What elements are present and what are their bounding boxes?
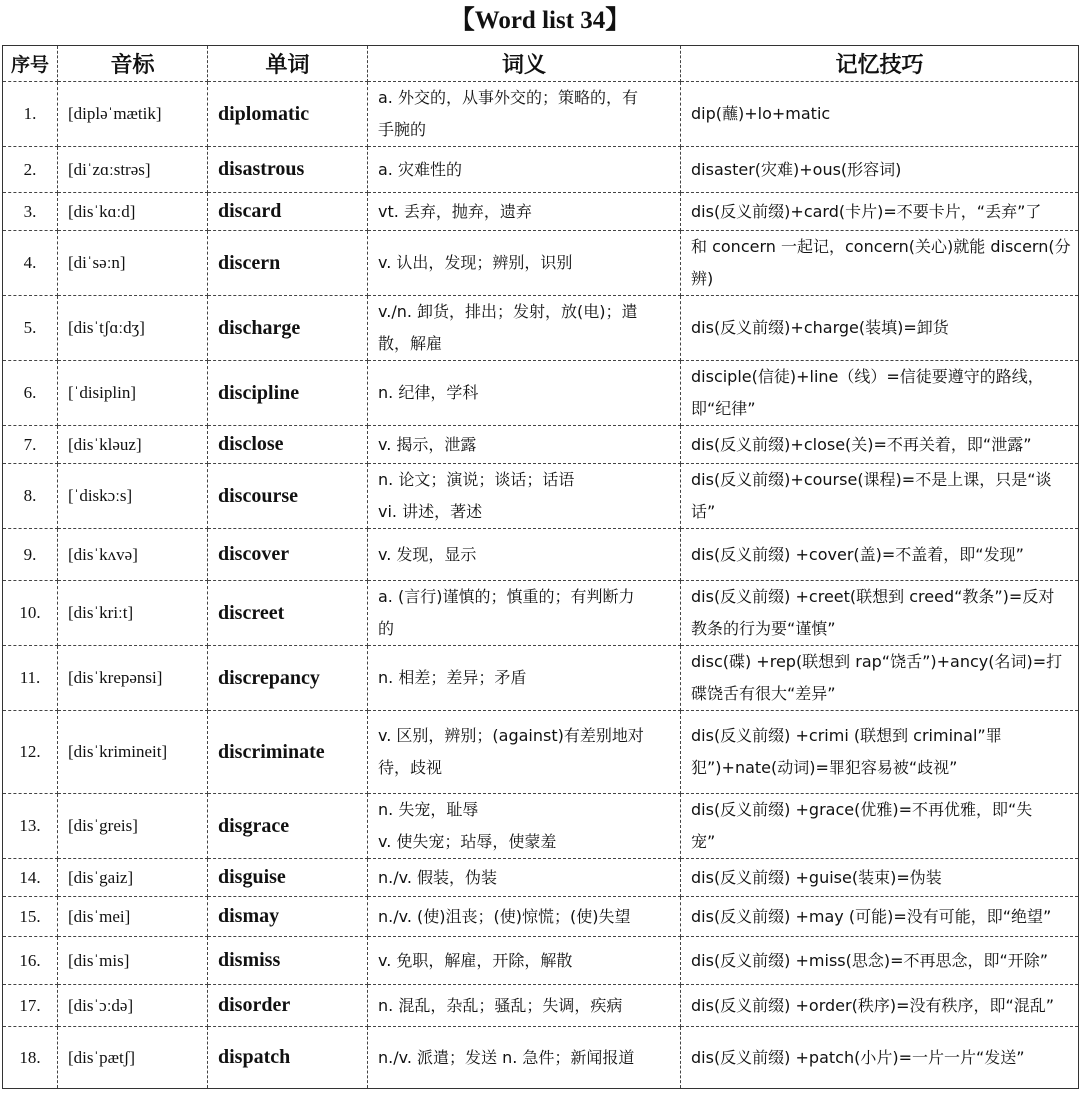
- header-word: 单词: [208, 46, 368, 82]
- memory-tip-cell: [681, 82, 1079, 147]
- row-index: 13.: [3, 794, 58, 859]
- memory-tip-line: dip(蘸)+lo+matic: [691, 104, 831, 123]
- memory-tip-line: disaster(灾难)+ous(形容词): [691, 159, 902, 179]
- meaning-line: n./v. 派遣；发送 n. 急件；新闻报道: [378, 1047, 635, 1067]
- meaning-line: 待，歧视: [378, 758, 443, 777]
- row-index: 11.: [3, 646, 58, 711]
- table-row: [3, 464, 1079, 529]
- memory-tip-line: dis(反义前缀) +creet(联想到 creed“教条”)=反对: [691, 587, 1055, 606]
- table-row: [3, 361, 1079, 426]
- memory-tip-line: 教条的行为要“谨慎”: [691, 619, 836, 638]
- memory-tip-cell: [681, 581, 1079, 646]
- memory-tip-line: 话”: [691, 502, 716, 521]
- memory-tip-line: 碟饶舌有很大“差异”: [691, 684, 836, 703]
- phonetic-cell: [disˈgaiz]: [58, 859, 208, 897]
- meaning-line: n./v. 假装，伪装: [378, 867, 498, 887]
- memory-tip-cell: [681, 529, 1079, 581]
- meaning-cell: [368, 1027, 681, 1089]
- row-index: 3.: [3, 193, 58, 231]
- memory-tip-line: dis(反义前缀)+close(关)=不再关着，即“泄露”: [691, 434, 1032, 454]
- word-cell: dismiss: [208, 937, 368, 985]
- memory-tip-line: dis(反义前缀) +may (可能)=没有可能，即“绝望”: [691, 906, 1052, 926]
- word-cell: diplomatic: [208, 82, 368, 147]
- word-list-table: [2, 45, 1079, 1089]
- phonetic-cell: [disˈmei]: [58, 897, 208, 937]
- meaning-line: a. 灾难性的: [378, 159, 462, 179]
- row-index: 18.: [3, 1027, 58, 1089]
- memory-tip-cell: [681, 361, 1079, 426]
- memory-tip-line: disc(碟) +rep(联想到 rap“饶舌”)+ancy(名词)=打: [691, 652, 1063, 671]
- phonetic-cell: [diˈzɑːstrəs]: [58, 147, 208, 193]
- row-index: 4.: [3, 231, 58, 296]
- table-row: [3, 529, 1079, 581]
- word-cell: disorder: [208, 985, 368, 1027]
- phonetic-cell: [disˈkɑːd]: [58, 193, 208, 231]
- memory-tip-line: 即“纪律”: [691, 399, 756, 418]
- meaning-line: 手腕的: [378, 120, 427, 139]
- memory-tip-line: dis(反义前缀) +grace(优雅)=不再优雅，即“失: [691, 800, 1033, 819]
- meaning-cell: [368, 794, 681, 859]
- meaning-cell: [368, 231, 681, 296]
- meaning-line: 散，解雇: [378, 334, 443, 353]
- memory-tip-cell: [681, 646, 1079, 711]
- meaning-cell: [368, 859, 681, 897]
- row-index: 16.: [3, 937, 58, 985]
- word-cell: disgrace: [208, 794, 368, 859]
- phonetic-cell: [dipləˈmætik]: [58, 82, 208, 147]
- header-meaning: 词义: [368, 46, 681, 82]
- table-row: [3, 1027, 1079, 1089]
- memory-tip-line: dis(反义前缀) +guise(装束)=伪装: [691, 867, 942, 887]
- word-cell: dismay: [208, 897, 368, 937]
- meaning-cell: [368, 193, 681, 231]
- memory-tip-cell: [681, 464, 1079, 529]
- memory-tip-cell: [681, 794, 1079, 859]
- meaning-line: v. 发现，显示: [378, 544, 477, 564]
- meaning-line: v. 认出，发现；辨别，识别: [378, 253, 573, 272]
- table-row: [3, 897, 1079, 937]
- row-index: 6.: [3, 361, 58, 426]
- meaning-line: v. 揭示，泄露: [378, 434, 477, 454]
- meaning-line: v. 区别，辨别；(against)有差别地对: [378, 726, 644, 745]
- memory-tip-cell: [681, 985, 1079, 1027]
- table-row: [3, 711, 1079, 794]
- memory-tip-cell: [681, 897, 1079, 937]
- word-cell: disclose: [208, 426, 368, 464]
- meaning-cell: [368, 711, 681, 794]
- word-cell: disastrous: [208, 147, 368, 193]
- row-index: 1.: [3, 82, 58, 147]
- memory-tip-cell: [681, 426, 1079, 464]
- memory-tip-line: 犯”)+nate(动词)=罪犯容易被“歧视”: [691, 758, 958, 777]
- word-cell: discover: [208, 529, 368, 581]
- table-row: [3, 794, 1079, 859]
- memory-tip-cell: [681, 859, 1079, 897]
- page-title: 【Word list 34】: [449, 7, 631, 34]
- row-index: 10.: [3, 581, 58, 646]
- meaning-line: 的: [378, 619, 395, 638]
- row-index: 2.: [3, 147, 58, 193]
- memory-tip-line: dis(反义前缀)+card(卡片)=不要卡片，“丢弃”了: [691, 201, 1042, 221]
- header-index: 序号: [3, 46, 58, 82]
- word-cell: dispatch: [208, 1027, 368, 1089]
- meaning-line: n. 相差；差异；矛盾: [378, 668, 527, 687]
- word-cell: discipline: [208, 361, 368, 426]
- meaning-cell: [368, 581, 681, 646]
- memory-tip-line: dis(反义前缀) +crimi (联想到 criminal”罪: [691, 726, 1002, 745]
- meaning-line: v. 使失宠；玷辱，使蒙羞: [378, 832, 557, 851]
- memory-tip-line: dis(反义前缀)+charge(装填)=卸货: [691, 318, 949, 337]
- phonetic-cell: [ˈdiskɔːs]: [58, 464, 208, 529]
- meaning-cell: [368, 464, 681, 529]
- meaning-cell: [368, 985, 681, 1027]
- row-index: 9.: [3, 529, 58, 581]
- meaning-line: n. 纪律，学科: [378, 383, 479, 402]
- memory-tip-cell: [681, 231, 1079, 296]
- word-cell: discard: [208, 193, 368, 231]
- meaning-line: n. 失宠，耻辱: [378, 800, 479, 819]
- memory-tip-cell: [681, 1027, 1079, 1089]
- header-memory-tip: 记忆技巧: [681, 46, 1079, 82]
- table-row: [3, 231, 1079, 296]
- phonetic-cell: [disˈɔːdə]: [58, 985, 208, 1027]
- table-body: [3, 82, 1079, 1089]
- meaning-cell: [368, 147, 681, 193]
- meaning-line: a. (言行)谨慎的；慎重的；有判断力: [378, 587, 635, 606]
- word-cell: discrepancy: [208, 646, 368, 711]
- table-row: [3, 985, 1079, 1027]
- header-phonetic: 音标: [58, 46, 208, 82]
- memory-tip-cell: [681, 937, 1079, 985]
- phonetic-cell: [disˈpætʃ]: [58, 1027, 208, 1089]
- meaning-cell: [368, 646, 681, 711]
- phonetic-cell: [disˈkrepənsi]: [58, 646, 208, 711]
- meaning-line: vi. 讲述，著述: [378, 502, 483, 521]
- row-index: 7.: [3, 426, 58, 464]
- memory-tip-line: dis(反义前缀)+course(课程)=不是上课，只是“谈: [691, 470, 1052, 489]
- meaning-cell: [368, 82, 681, 147]
- table-row: [3, 193, 1079, 231]
- memory-tip-line: dis(反义前缀) +cover(盖)=不盖着，即“发现”: [691, 544, 1024, 564]
- memory-tip-line: disciple(信徒)+line（线）=信徒要遵守的路线，: [691, 367, 1044, 386]
- memory-tip-cell: [681, 193, 1079, 231]
- phonetic-cell: [disˈkrimineit]: [58, 711, 208, 794]
- phonetic-cell: [disˈkriːt]: [58, 581, 208, 646]
- word-cell: discreet: [208, 581, 368, 646]
- meaning-line: n. 论文；演说；谈话；话语: [378, 470, 575, 489]
- meaning-cell: [368, 361, 681, 426]
- meaning-cell: [368, 426, 681, 464]
- word-cell: discourse: [208, 464, 368, 529]
- phonetic-cell: [disˈmis]: [58, 937, 208, 985]
- meaning-cell: [368, 937, 681, 985]
- meaning-line: vt. 丢弃，抛弃，遗弃: [378, 201, 532, 221]
- row-index: 8.: [3, 464, 58, 529]
- table-row: [3, 296, 1079, 361]
- word-cell: discriminate: [208, 711, 368, 794]
- memory-tip-line: 宠”: [691, 832, 716, 851]
- row-index: 12.: [3, 711, 58, 794]
- word-cell: disguise: [208, 859, 368, 897]
- row-index: 14.: [3, 859, 58, 897]
- memory-tip-line: dis(反义前缀) +miss(思念)=不再思念，即“开除”: [691, 950, 1049, 970]
- memory-tip-cell: [681, 147, 1079, 193]
- phonetic-cell: [disˈtʃɑːdʒ]: [58, 296, 208, 361]
- phonetic-cell: [disˈkʌvə]: [58, 529, 208, 581]
- phonetic-cell: [disˈgreis]: [58, 794, 208, 859]
- meaning-line: n. 混乱，杂乱；骚乱；失调，疾病: [378, 995, 623, 1015]
- table-row: [3, 646, 1079, 711]
- phonetic-cell: [disˈkləuz]: [58, 426, 208, 464]
- meaning-cell: [368, 296, 681, 361]
- table-row: [3, 859, 1079, 897]
- row-index: 5.: [3, 296, 58, 361]
- meaning-line: v. 免职，解雇，开除，解散: [378, 950, 573, 970]
- phonetic-cell: [diˈsəːn]: [58, 231, 208, 296]
- meaning-line: a. 外交的，从事外交的；策略的，有: [378, 88, 638, 107]
- meaning-line: n./v. (使)沮丧；(使)惊慌；(使)失望: [378, 906, 631, 926]
- memory-tip-cell: [681, 711, 1079, 794]
- memory-tip-cell: [681, 296, 1079, 361]
- table-row: [3, 426, 1079, 464]
- table-row: [3, 937, 1079, 985]
- word-cell: discharge: [208, 296, 368, 361]
- table-row: [3, 82, 1079, 147]
- memory-tip-line: 和 concern 一起记，concern(关心)就能 discern(分: [691, 237, 1071, 256]
- memory-tip-line: dis(反义前缀) +order(秩序)=没有秩序，即“混乱”: [691, 995, 1055, 1015]
- meaning-cell: [368, 897, 681, 937]
- table-row: [3, 581, 1079, 646]
- word-cell: discern: [208, 231, 368, 296]
- row-index: 15.: [3, 897, 58, 937]
- memory-tip-line: 辨): [691, 269, 714, 288]
- memory-tip-line: dis(反义前缀) +patch(小片)=一片一片“发送”: [691, 1047, 1025, 1067]
- meaning-cell: [368, 529, 681, 581]
- row-index: 17.: [3, 985, 58, 1027]
- meaning-line: v./n. 卸货，排出；发射，放(电)；遣: [378, 302, 638, 321]
- table-row: [3, 147, 1079, 193]
- phonetic-cell: [ˈdisiplin]: [58, 361, 208, 426]
- table-header-row: [3, 46, 1079, 82]
